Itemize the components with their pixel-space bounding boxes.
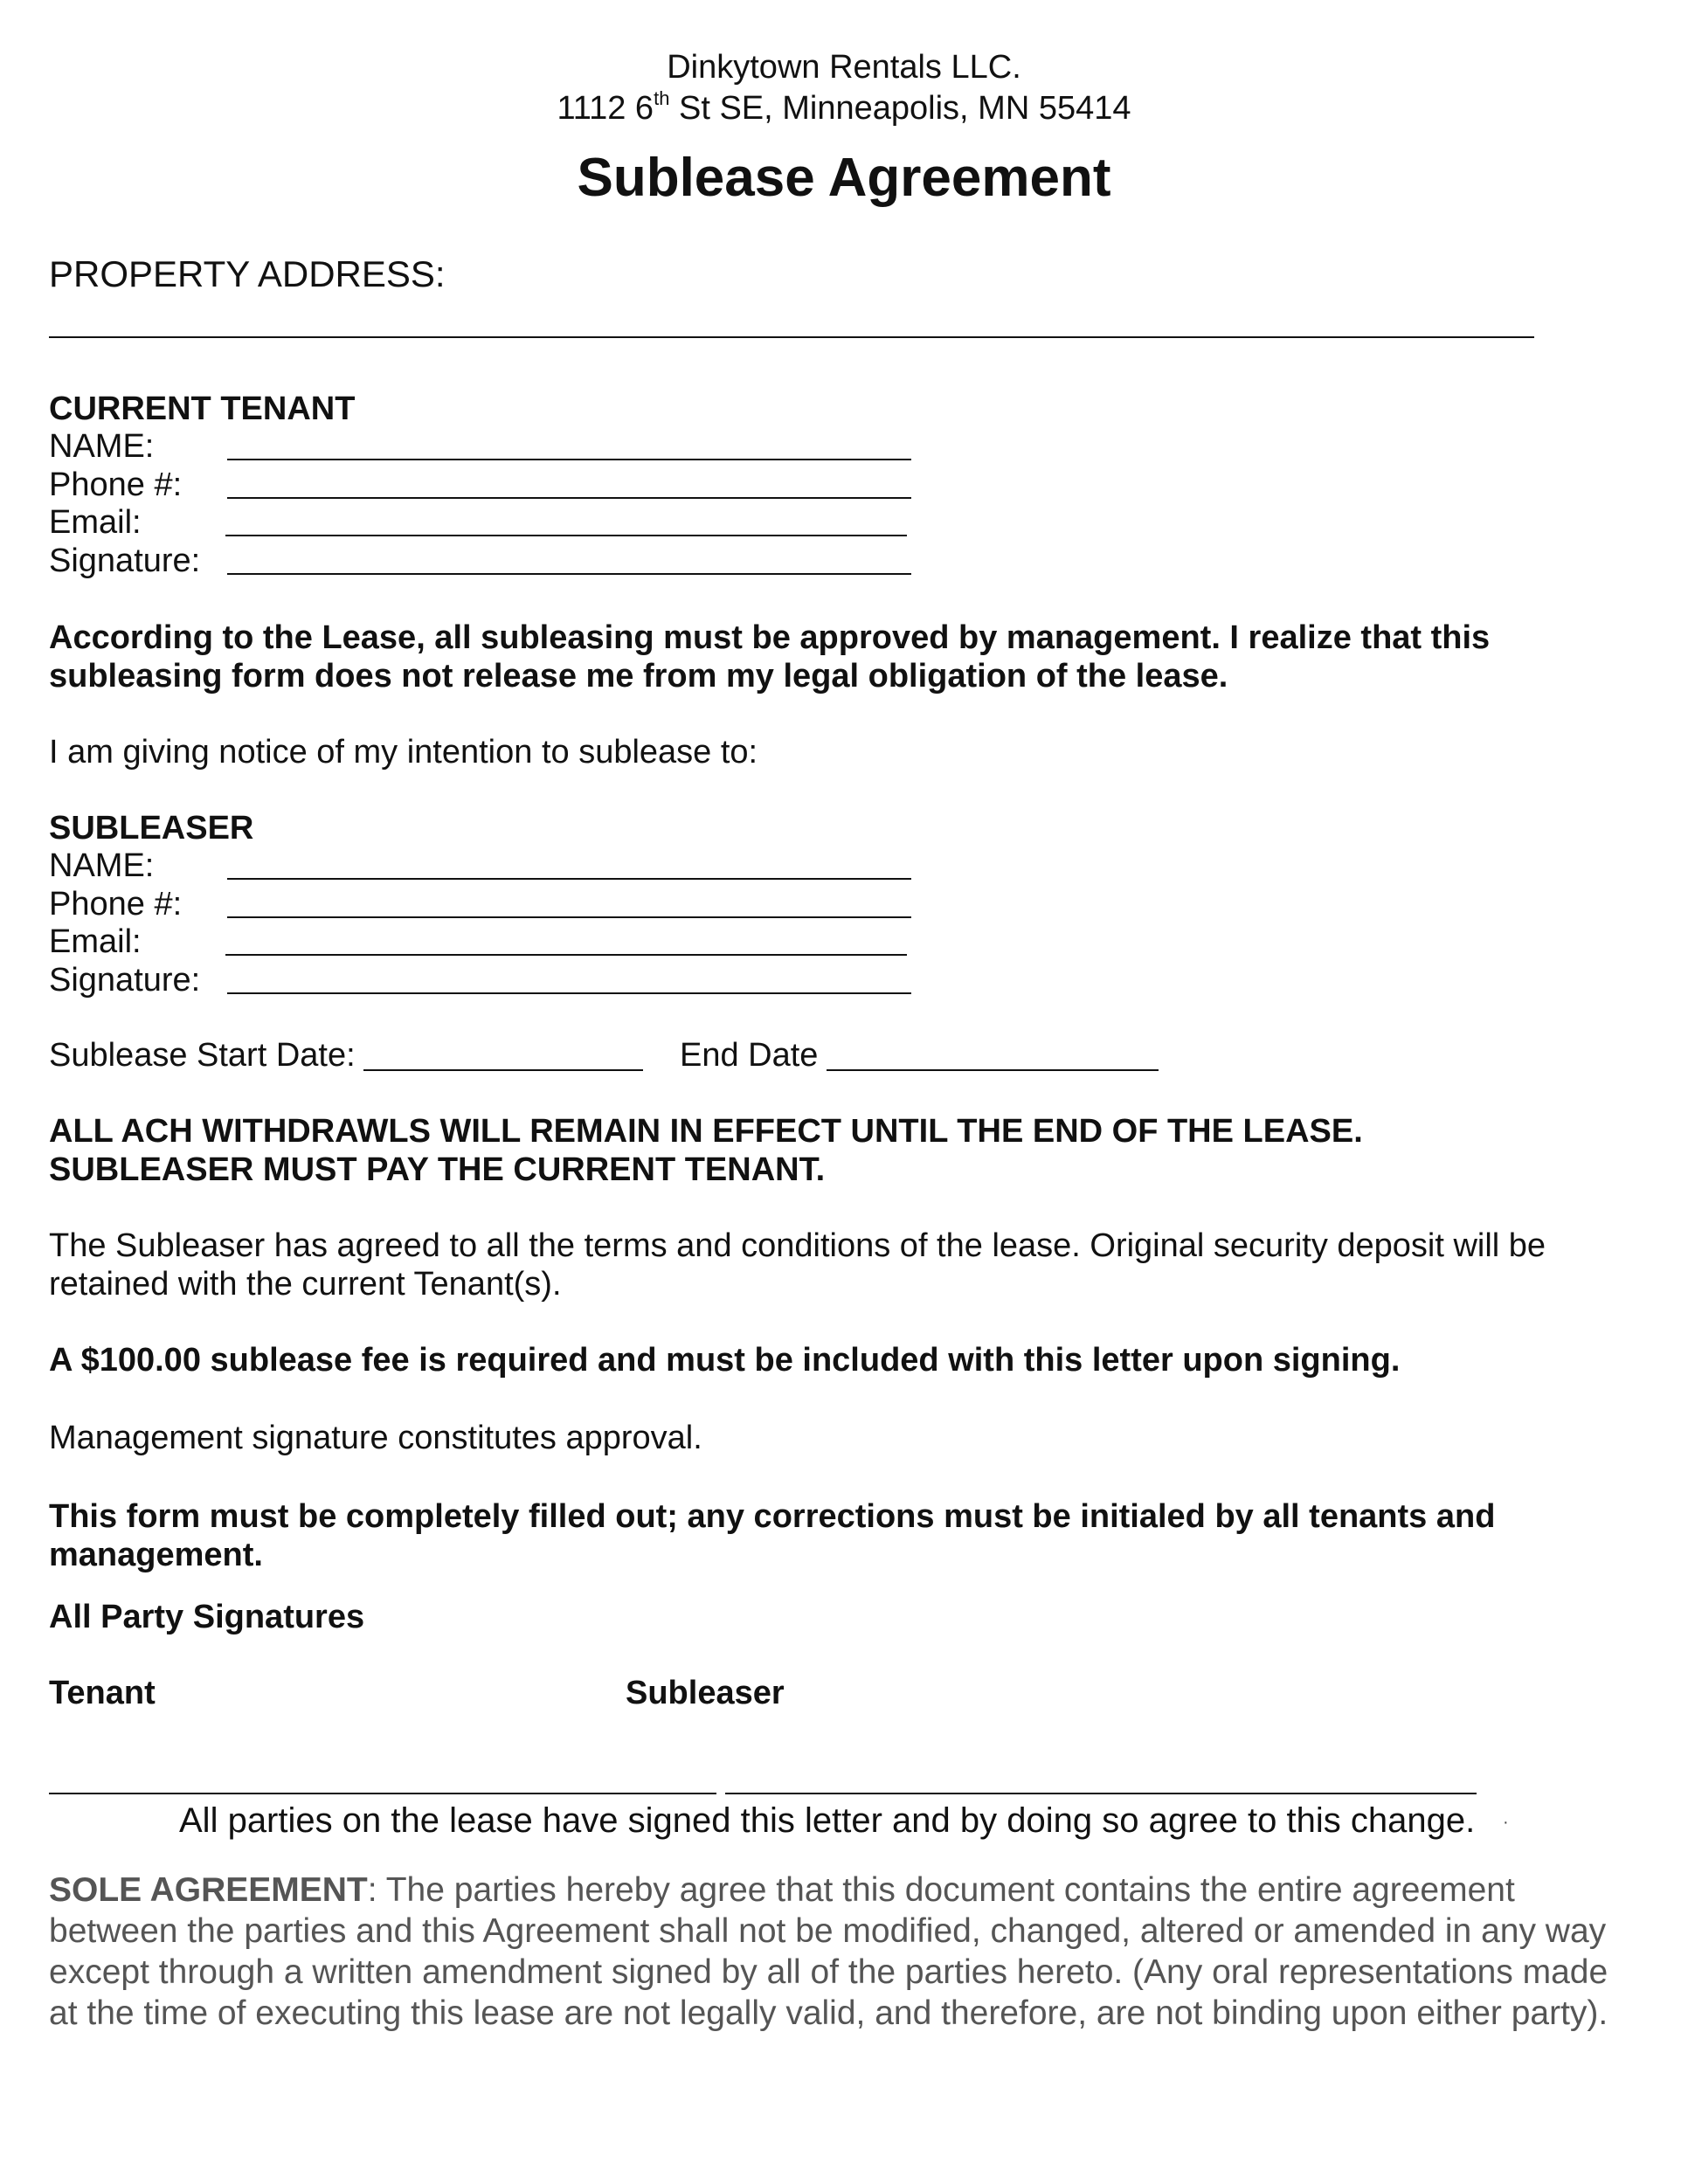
tenant-final-signature-field[interactable] [49, 1793, 716, 1794]
subleaser-final-signature-field[interactable] [725, 1793, 1477, 1794]
subleaser-name-label: NAME: [49, 847, 155, 884]
start-date-label: Sublease Start Date: [49, 1037, 356, 1074]
sole-agreement-heading: SOLE AGREEMENT [49, 1871, 368, 1909]
current-tenant-heading: CURRENT TENANT [49, 390, 356, 427]
subleaser-name-field[interactable] [227, 878, 911, 880]
page-title: Sublease Agreement [577, 148, 1111, 208]
property-address-field[interactable] [49, 336, 1534, 338]
agreement-line: All parties on the lease have signed this letter and by doing so agree to this change. [179, 1801, 1476, 1840]
company-address: 1112 6th St SE, Minneapolis, MN 55414 [557, 87, 1131, 127]
tenant-signature-heading: Tenant [49, 1675, 156, 1711]
approval-text: Management signature constitutes approval. [49, 1420, 702, 1456]
ach-notice-line1: ALL ACH WITHDRAWLS WILL REMAIN IN EFFECT UNTIL THE END OF THE LEASE. [49, 1113, 1363, 1150]
tenant-signature-label: Signature: [49, 543, 201, 579]
fee-text: A $100.00 sublease fee is required and must be included with this letter upon signing. [49, 1342, 1401, 1379]
start-date-field[interactable] [363, 1069, 643, 1071]
sole-agreement-text: : The parties hereby agree that this document contains the entire agreement between the parties and this Agreement shall not be modified, changed, altered or amended in any way except through a written amendment signed by all of the parties hereto. (Any oral representations made at the time of executing this lease are not legally valid, and therefore, are not binding upon either party). [49, 1871, 1608, 2032]
subleaser-signature-label: Signature: [49, 962, 201, 999]
company-name: Dinkytown Rentals LLC. [667, 49, 1021, 86]
tenant-phone-label: Phone #: [49, 467, 183, 503]
subleaser-signature-heading: Subleaser [626, 1675, 785, 1711]
tenant-name-label: NAME: [49, 428, 155, 465]
subleaser-signature-field[interactable] [227, 992, 911, 994]
end-date-label: End Date [680, 1037, 819, 1074]
tenant-phone-field[interactable] [227, 497, 911, 499]
ach-notice-line2: SUBLEASER MUST PAY THE CURRENT TENANT. [49, 1151, 826, 1188]
stray-mark: · [1503, 1813, 1509, 1832]
tenant-name-field[interactable] [227, 459, 911, 460]
tenant-signature-field[interactable] [227, 573, 911, 575]
sole-agreement [49, 1870, 1630, 2034]
subleaser-email-field[interactable] [225, 954, 907, 956]
end-date-field[interactable] [827, 1069, 1159, 1071]
all-party-signatures-label: All Party Signatures [49, 1599, 365, 1635]
property-address-label: PROPERTY ADDRESS: [49, 253, 446, 294]
subleaser-phone-label: Phone #: [49, 886, 183, 923]
tenant-email-field[interactable] [225, 535, 907, 536]
tenant-email-label: Email: [49, 504, 142, 541]
lease-notice: According to the Lease, all subleasing must be approved by management. I realize that this subleasing form does not release me from my legal obligation of the lease. [49, 619, 1491, 695]
intention-text: I am giving notice of my intention to sublease to: [49, 734, 758, 771]
subleaser-phone-field[interactable] [227, 916, 911, 918]
subleaser-email-label: Email: [49, 923, 142, 960]
corrections-text: This form must be completely filled out; any corrections must be initialed by all tenants and management. [49, 1498, 1496, 1573]
terms-text: The Subleaser has agreed to all the terms and conditions of the lease. Original security deposit will be retained with the current Tenant(s). [49, 1227, 1546, 1303]
subleaser-heading: SUBLEASER [49, 810, 254, 847]
